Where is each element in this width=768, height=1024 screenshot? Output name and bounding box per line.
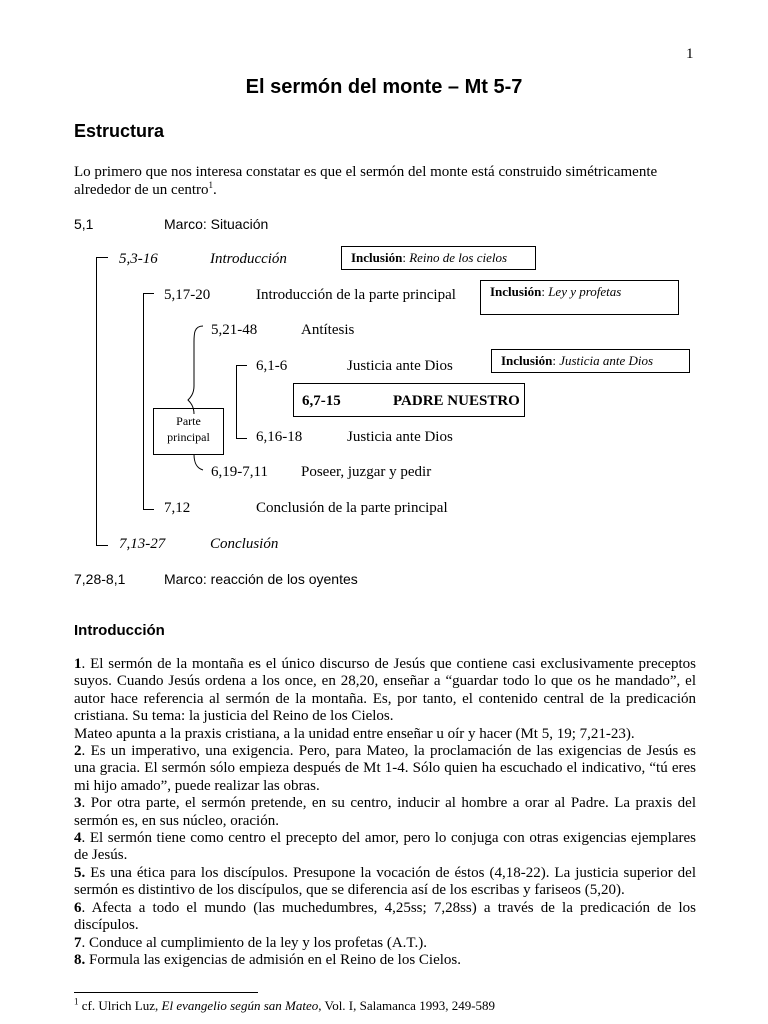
parte-principal-line2: principal [167,430,210,444]
second-bracket-top [143,293,154,294]
point-6: 6. Afecta a todo el mundo (las muchedumbres, 4,25ss; 7,28ss) a través de la predicación de los discípulos. [74,899,696,934]
row-ref-justicia-2: 6,16-18 [256,429,303,445]
footnote-ref: 1 [208,180,214,190]
marco-top-label: Marco: Situación [164,216,269,232]
parte-principal-brace [186,320,206,480]
point-1: 1. El sermón de la montaña es el único discurso de Jesús que contiene casi exclusivamente preceptos suyos. Cuando Jesús ordena a los once, en 28,20, enseñar a “guardar todo lo que os he mandado”, el autor hace referencia al sermón de la montaña. Es, por tanto, el contenido central de la predicación cristiana. Su tema: la justicia del Reino de los Cielos. [74,656,696,725]
row-ref-justicia-1: 6,1-6 [256,358,288,374]
point-8: 8. Formula las exigencias de admisión en el Reino de los Cielos. [74,951,462,968]
row-ref-conclusion-parte-principal: 7,12 [164,500,191,516]
row-label-padre-nuestro: PADRE NUESTRO [393,393,520,409]
marco-bottom-ref: 7,28-8,1 [74,571,126,587]
row-ref-introduccion: 5,3-16 [119,251,158,267]
inclusion-box-ley: Inclusión: Ley y profetas [480,280,679,315]
row-ref-intro-parte-principal: 5,17-20 [164,287,211,303]
row-label-justicia-1: Justicia ante Dios [347,358,453,374]
footnote: $^1$ cf. Ulrich Luz, El evangelio según san Mateo, Vol. I, Salamanca 1993, 249-589 [74,996,496,1013]
inner-bracket-top [236,365,247,366]
parte-principal-line1: Parte [176,414,201,428]
row-label-introduccion: Introducción [210,251,287,267]
inclusion-box-reino: Inclusión: Reino de los cielos [341,246,536,270]
inner-bracket-vertical [236,365,237,439]
second-bracket-vertical [143,293,144,510]
row-label-antitesis: Antítesis [301,322,355,338]
page-number: 1 [686,46,694,62]
point-4: 4. El sermón tiene como centro el precepto del amor, pero lo conjuga con otras exigencias ejemplares de Jesús. [74,830,696,864]
parte-principal-box [153,408,224,455]
row-ref-poseer: 6,19-7,11 [211,464,268,480]
row-label-poseer: Poseer, juzgar y pedir [301,464,432,480]
point-2: 2. Es un imperativo, una exigencia. Pero, para Mateo, la proclamación de las exigencias de Jesús es una gracia. El sermón sólo empieza después de Mt 1-4. Sólo quien ha escuchado el indicativo, “tú eres mi hijo amado”, puede realizar las obras. [74,743,696,794]
inner-bracket-bottom [236,438,247,439]
row-ref-conclusion: 7,13-27 [119,536,166,552]
point-7: 7. Conduce al cumplimiento de la ley y los profetas (A.T.). [74,934,427,951]
page-title: El sermón del monte – Mt 5-7 [245,76,523,98]
row-label-justicia-2: Justicia ante Dios [347,429,453,445]
second-bracket-bottom [143,509,154,510]
point-3: 3. Por otra parte, el sermón pretende, en su centro, inducir al hombre a orar al Padre. La praxis del sermón es, en sus núcleo, oración. [74,795,696,829]
outer-bracket-bottom [96,545,108,546]
point-1-continued: Mateo apunta a la praxis cristiana, a la unidad entre enseñar u oír y hacer (Mt 5, 19; 7,21-23). [74,725,635,742]
row-label-conclusion: Conclusión [210,536,279,552]
marco-top-ref: 5,1 [74,216,94,232]
row-ref-padre-nuestro: 6,7-15 [302,393,341,409]
row-label-intro-parte-principal: Introducción de la parte principal [256,287,456,303]
inclusion-box-justicia: Inclusión: Justicia ante Dios [491,349,690,373]
marco-bottom-label: Marco: reacción de los oyentes [164,571,358,587]
section-heading-estructura: Estructura [74,121,165,141]
row-ref-antitesis: 5,21-48 [211,322,258,338]
outer-bracket-vertical [96,257,97,546]
row-label-conclusion-parte-principal: Conclusión de la parte principal [256,500,448,516]
introduccion-body [74,656,696,969]
estructura-intro-paragraph: Lo primero que nos interesa constatar es que el sermón del monte está construido simétricamente alrededor de un centro$^1$. [74,164,658,198]
section-heading-introduccion: Introducción [74,622,165,639]
footnote-divider [74,992,258,993]
outer-bracket-top [96,257,108,258]
point-5: 5. Es una ética para los discípulos. Presupone la vocación de éstos (4,18-22). La justicia superior del sermón es distintivo de los discípulos, que se diferencia así de los escribas y fariseos (5,20). [74,864,696,899]
